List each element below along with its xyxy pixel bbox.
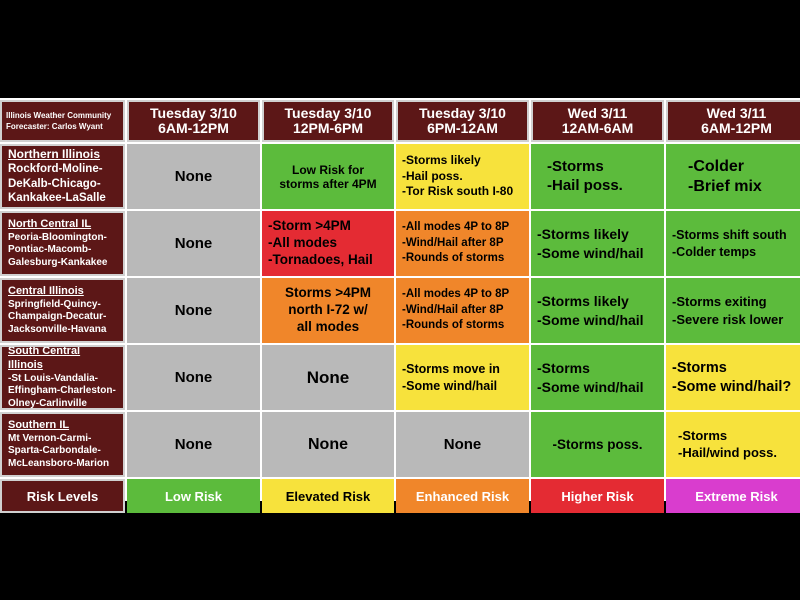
forecast-text: -Storms likely -Hail poss. -Tor Risk south I-80 xyxy=(402,153,514,199)
period-header-3 xyxy=(396,100,529,142)
forecast-text: -Storms exiting -Severe risk lower xyxy=(672,293,784,327)
forecast-cell xyxy=(262,144,394,209)
region-northern-illinois xyxy=(0,144,125,209)
forecast-cell xyxy=(531,211,664,276)
legend-elevated-risk: Elevated Risk xyxy=(262,479,394,513)
period-time: 12PM-6PM xyxy=(292,120,364,136)
forecast-text: None xyxy=(443,436,482,453)
forecast-text: -Storm >4PM -All modes -Tornadoes, Hail xyxy=(268,218,373,267)
forecast-text: -Storms -Hail/wind poss. xyxy=(678,427,777,460)
forecast-cell xyxy=(531,278,664,343)
region-name: North Central IL xyxy=(8,217,92,230)
region-cities: Sparta-Carbondale- xyxy=(8,445,101,457)
forecaster-credit: Forecaster: Carlos Wyant xyxy=(6,122,103,131)
forecast-text: -Storms move in -Some wind/hail xyxy=(402,361,500,393)
table-corner-credits xyxy=(0,100,125,142)
region-cities: Kankakee-LaSalle xyxy=(8,192,106,205)
region-cities: Champaign-Decatur- xyxy=(8,311,107,323)
forecast-cell xyxy=(262,211,394,276)
period-time: 12AM-6AM xyxy=(561,120,634,136)
forecast-cell xyxy=(127,412,260,477)
forecast-cell xyxy=(666,144,800,209)
forecast-cell xyxy=(531,144,664,209)
forecast-cell xyxy=(666,278,800,343)
forecast-text: -Storms likely -Some wind/hail xyxy=(537,293,644,328)
forecast-cell xyxy=(396,412,529,477)
region-cities: Springfield-Quincy- xyxy=(8,298,101,310)
forecast-text: None xyxy=(174,168,213,185)
forecast-cell xyxy=(396,278,529,343)
region-north-central-il xyxy=(0,211,125,276)
period-header-1 xyxy=(127,100,260,142)
forecast-text: -Storms -Hail poss. xyxy=(547,157,623,194)
region-cities: Rockford-Moline- xyxy=(8,163,103,176)
region-cities: Jacksonville-Havana xyxy=(8,323,107,335)
forecast-table xyxy=(0,98,800,504)
risk-levels-label: Risk Levels xyxy=(0,479,125,513)
forecast-cell xyxy=(396,211,529,276)
region-cities: Pontiac-Macomb- xyxy=(8,244,92,256)
period-time: 6AM-12PM xyxy=(158,120,229,136)
forecast-cell xyxy=(127,144,260,209)
forecast-cell xyxy=(666,412,800,477)
period-header-2 xyxy=(262,100,394,142)
forecast-cell xyxy=(262,412,394,477)
forecast-cell xyxy=(127,211,260,276)
period-time: 6PM-12AM xyxy=(427,120,498,136)
period-day: Tuesday 3/10 xyxy=(284,104,372,121)
region-cities: -St Louis-Vandalia- xyxy=(8,372,99,384)
forecast-text: -All modes 4P to 8P -Wind/Hail after 8P -Rounds of storms xyxy=(402,288,510,332)
forecast-text: None xyxy=(174,436,213,453)
forecast-cell xyxy=(531,412,664,477)
region-cities: McLeansboro-Marion xyxy=(8,457,110,469)
period-header-4 xyxy=(531,100,664,142)
region-cities: Olney-Carlinville xyxy=(8,397,87,409)
forecast-text: -Storms likely -Some wind/hail xyxy=(537,226,644,261)
forecast-cell xyxy=(262,278,394,343)
forecast-text: Low Risk for storms after 4PM xyxy=(279,162,377,191)
legend-higher-risk: Higher Risk xyxy=(531,479,664,513)
forecast-text: -Storms -Some wind/hail xyxy=(537,360,644,395)
forecast-cell xyxy=(396,144,529,209)
forecast-cell xyxy=(396,345,529,410)
forecast-text: -Storms poss. xyxy=(552,437,643,452)
region-southern-il xyxy=(0,412,125,477)
forecast-text: None xyxy=(174,369,213,386)
region-name: Southern IL xyxy=(8,418,70,431)
legend-enhanced-risk: Enhanced Risk xyxy=(396,479,529,513)
forecast-cell xyxy=(666,345,800,410)
period-time: 6AM-12PM xyxy=(701,120,772,136)
forecast-cell xyxy=(262,345,394,410)
region-cities: Mt Vernon-Carmi- xyxy=(8,432,92,444)
legend-low-risk: Low Risk xyxy=(127,479,260,513)
forecast-text: None xyxy=(174,235,213,252)
period-day: Tuesday 3/10 xyxy=(150,104,237,121)
forecast-text: -All modes 4P to 8P -Wind/Hail after 8P -Rounds of storms xyxy=(402,221,510,265)
region-name: Central Illinois xyxy=(8,284,84,297)
forecast-text: -Colder -Brief mix xyxy=(688,157,762,195)
region-central-illinois xyxy=(0,278,125,343)
forecast-cell xyxy=(127,278,260,343)
region-cities: DeKalb-Chicago- xyxy=(8,177,101,190)
region-cities: Galesburg-Kankakee xyxy=(8,256,108,268)
period-header-5 xyxy=(666,100,800,142)
forecast-text: None xyxy=(308,435,348,453)
legend-extreme-risk: Extreme Risk xyxy=(666,479,800,513)
region-south-central-illinois xyxy=(0,345,125,410)
forecast-cell xyxy=(666,211,800,276)
period-day: Wed 3/11 xyxy=(706,104,767,121)
forecast-text: -Storms shift south -Colder temps xyxy=(672,227,787,259)
period-day: Wed 3/11 xyxy=(567,104,628,121)
forecast-text: -Storms -Some wind/hail? xyxy=(672,360,792,395)
forecast-text: None xyxy=(174,302,213,319)
region-name: South Central Illinois xyxy=(8,345,81,371)
community-title: Illinois Weather Community xyxy=(6,110,112,120)
forecast-text: None xyxy=(306,367,350,387)
forecast-cell xyxy=(531,345,664,410)
region-cities: Effingham-Charleston- xyxy=(8,385,116,396)
forecast-cell xyxy=(127,345,260,410)
period-day: Tuesday 3/10 xyxy=(419,104,506,121)
region-cities: Peoria-Bloomington- xyxy=(8,231,107,243)
region-name: Northern Illinois xyxy=(8,147,101,162)
forecast-text: Storms >4PM north I-72 w/ all modes xyxy=(285,285,371,334)
